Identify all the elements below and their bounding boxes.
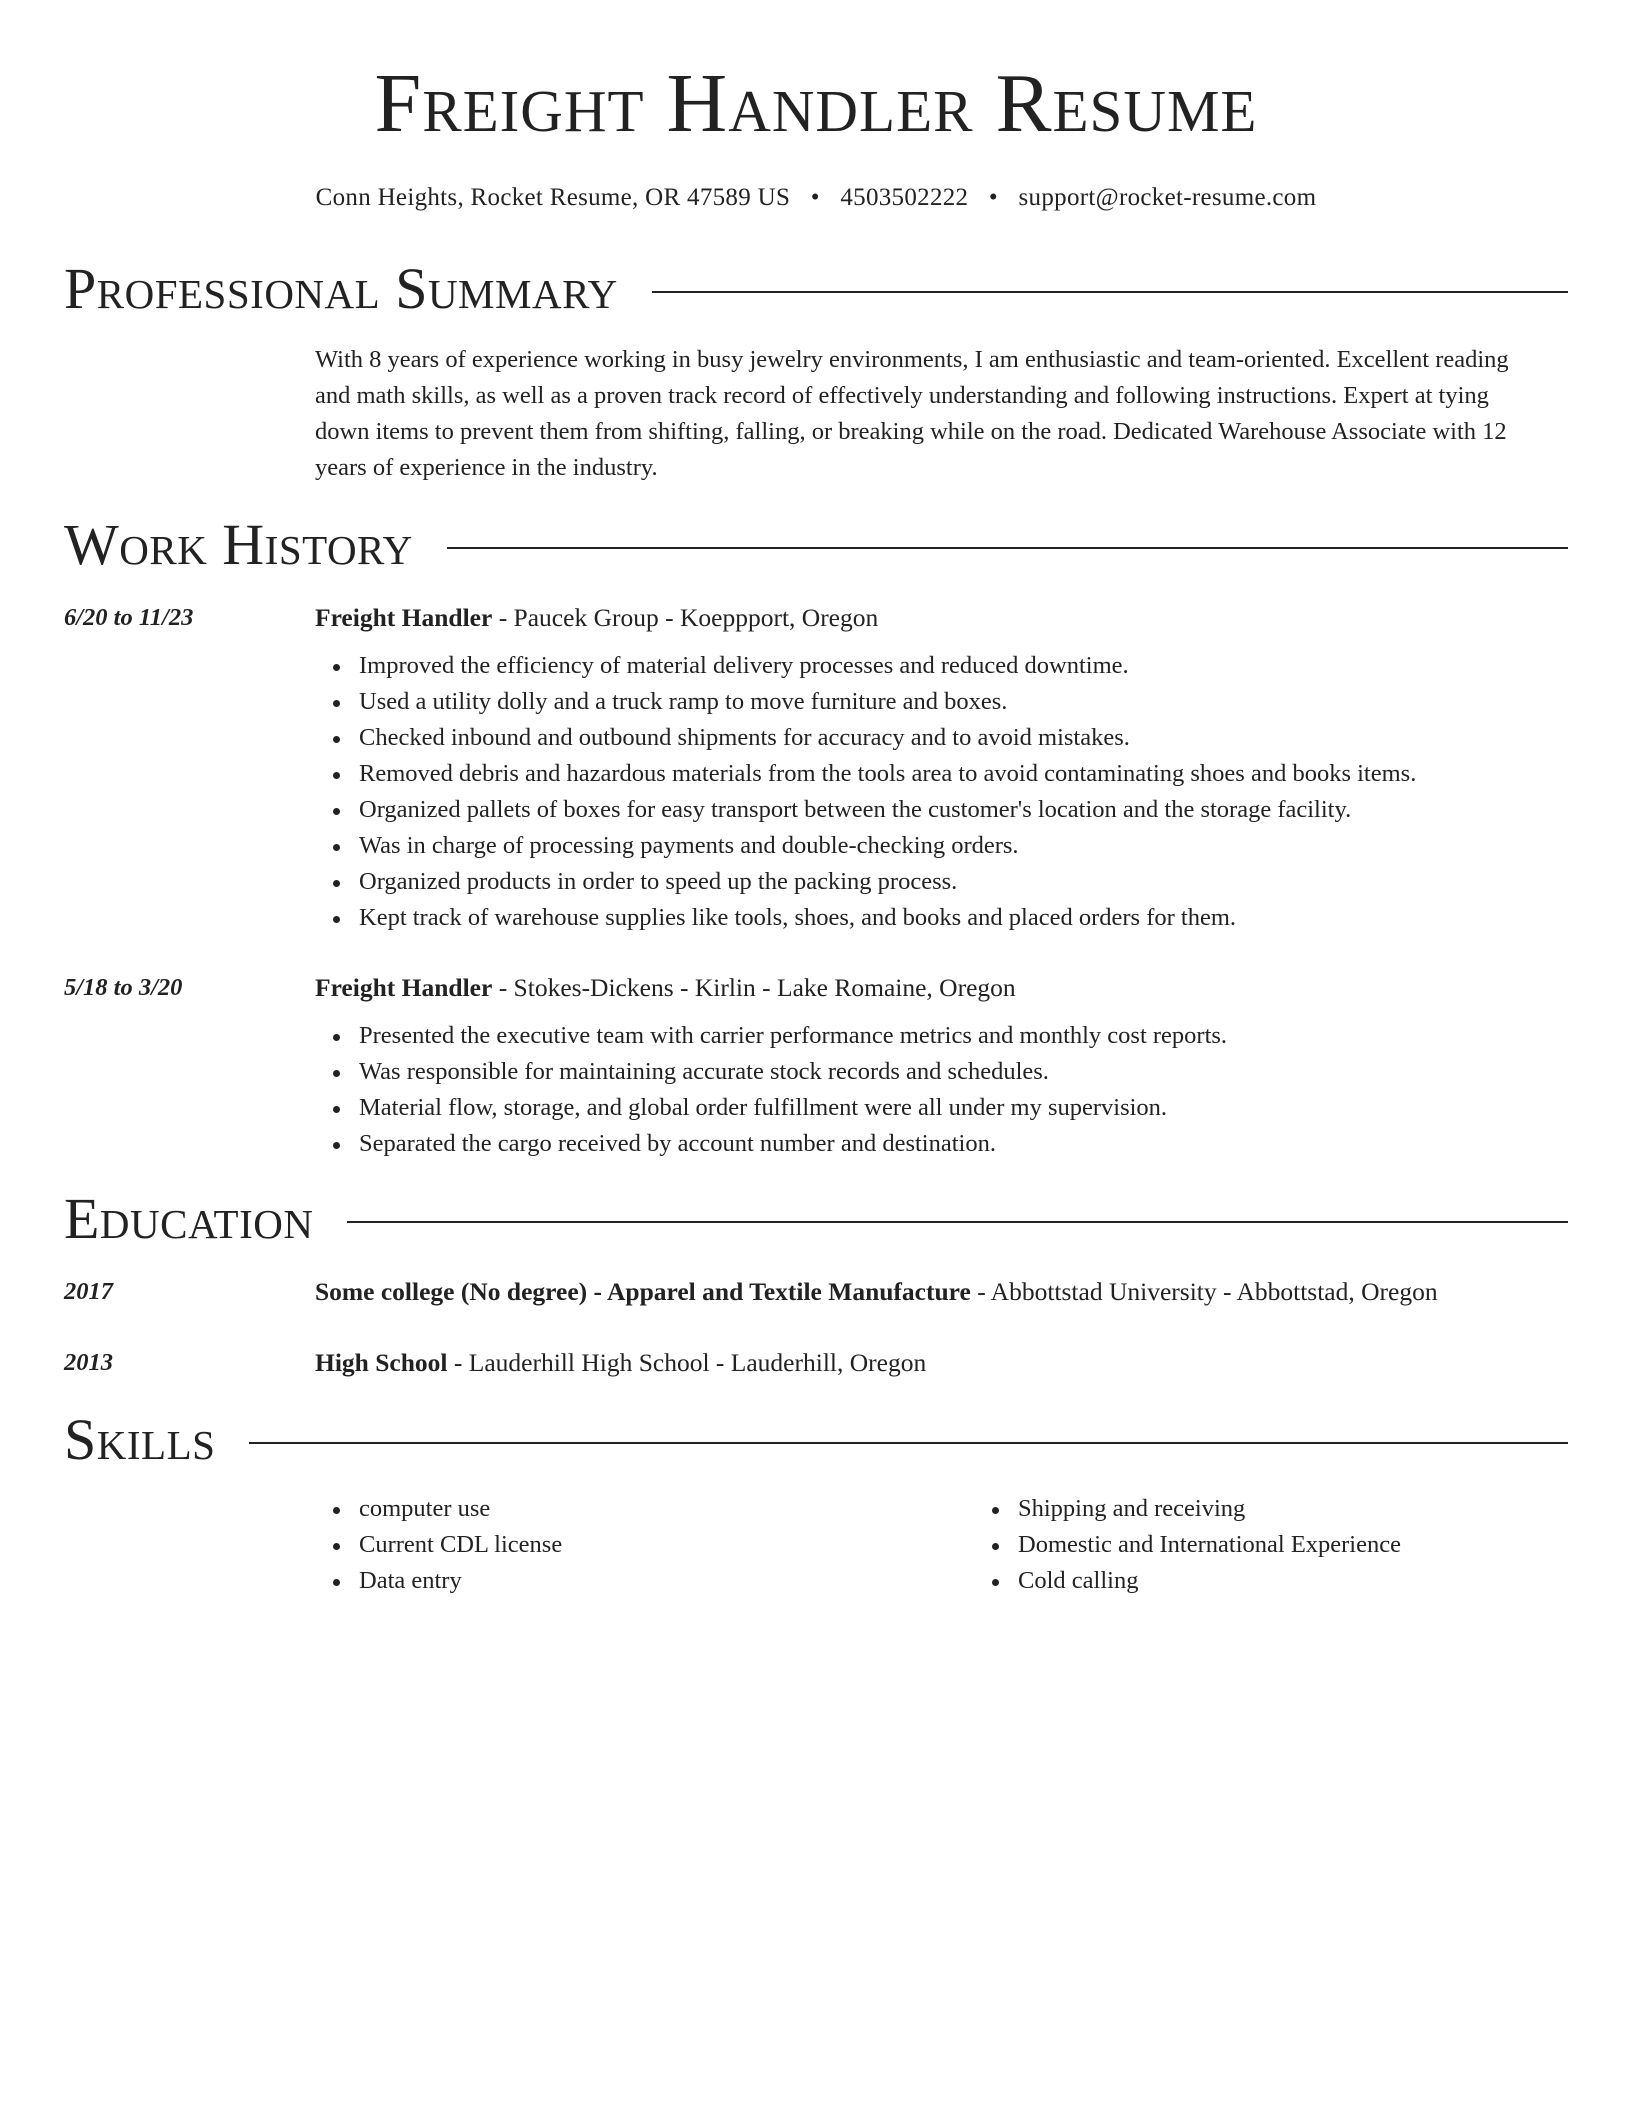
job-title: Freight Handler <box>315 973 493 1002</box>
job-details: - Stokes-Dickens - Kirlin - Lake Romaine, Oregon <box>492 973 1016 1002</box>
section-divider <box>249 1442 1568 1444</box>
job-bullets-spacer <box>64 1006 315 1162</box>
education-section-header <box>64 1186 1568 1251</box>
skills-columns <box>315 1491 1568 1599</box>
job-bullet: Organized products in order to speed up the packing process. <box>359 864 1568 900</box>
job-heading <box>315 970 1568 1006</box>
section-divider <box>447 547 1568 549</box>
education-year: 2013 <box>64 1349 113 1376</box>
work-section-header <box>64 512 1568 577</box>
skills-list-left <box>315 1491 974 1599</box>
skills-row <box>64 1491 1568 1599</box>
job-bullet: Was in charge of processing payments and double-checking orders. <box>359 828 1568 864</box>
job-bullets-row <box>64 636 1568 936</box>
skill-item: Data entry <box>359 1563 974 1599</box>
job-bullet: Was responsible for maintaining accurate stock records and schedules. <box>359 1054 1568 1090</box>
section-title-skills: Skills <box>64 1407 216 1472</box>
job-entry <box>64 970 1568 1162</box>
section-divider <box>652 291 1568 293</box>
job-bullets-col <box>315 636 1568 936</box>
summary-spacer <box>64 318 315 486</box>
section-title-work: Work History <box>64 512 413 577</box>
job-bullet: Checked inbound and outbound shipments for accuracy and to avoid mistakes. <box>359 720 1568 756</box>
education-degree: Some college (No degree) - Apparel and Textile Manufacture <box>315 1277 971 1306</box>
education-heading <box>315 1274 1568 1310</box>
contact-separator: • <box>988 184 998 211</box>
education-heading <box>315 1345 1568 1381</box>
job-entry <box>64 600 1568 936</box>
job-bullets-col <box>315 1006 1568 1162</box>
education-entry <box>64 1345 1568 1381</box>
education-degree: High School <box>315 1348 448 1377</box>
contact-email: support@rocket-resume.com <box>1018 184 1317 211</box>
job-bullet-list <box>315 1018 1568 1162</box>
skills-spacer <box>64 1491 315 1599</box>
skill-item: Cold calling <box>1018 1563 1568 1599</box>
skill-item: computer use <box>359 1491 974 1527</box>
job-bullet: Material flow, storage, and global order fulfillment were all under my supervision. <box>359 1090 1568 1126</box>
job-bullet: Presented the executive team with carrier performance metrics and monthly cost reports. <box>359 1018 1568 1054</box>
section-title-summary: Professional Summary <box>64 256 618 321</box>
job-bullet: Improved the efficiency of material delivery processes and reduced downtime. <box>359 648 1568 684</box>
job-header-row <box>64 600 1568 636</box>
job-bullet-list <box>315 648 1568 936</box>
education-details: - Lauderhill High School - Lauderhill, Oregon <box>447 1348 927 1377</box>
skill-item: Current CDL license <box>359 1527 974 1563</box>
job-dates: 5/18 to 3/20 <box>64 974 183 1001</box>
job-title: Freight Handler <box>315 603 493 632</box>
job-bullet: Separated the cargo received by account number and destination. <box>359 1126 1568 1162</box>
job-bullet: Kept track of warehouse supplies like tools, shoes, and books and placed orders for them. <box>359 900 1568 936</box>
summary-row <box>64 318 1568 486</box>
job-header-row <box>64 970 1568 1006</box>
education-year: 2017 <box>64 1278 113 1305</box>
job-bullets-row <box>64 1006 1568 1162</box>
job-dates: 6/20 to 11/23 <box>64 604 194 631</box>
summary-section-header <box>64 256 1568 321</box>
job-bullet: Used a utility dolly and a truck ramp to move furniture and boxes. <box>359 684 1568 720</box>
resume-title: Freight Handler Resume <box>374 57 1258 150</box>
skill-item: Domestic and International Experience <box>1018 1527 1568 1563</box>
section-title-education: Education <box>64 1186 314 1251</box>
contact-line <box>64 184 1568 212</box>
contact-address: Conn Heights, Rocket Resume, OR 47589 US <box>315 184 791 211</box>
section-divider <box>347 1221 1568 1223</box>
skills-list-right <box>974 1491 1568 1599</box>
job-bullet: Removed debris and hazardous materials from the tools area to avoid contaminating shoes and books items. <box>359 756 1568 792</box>
skill-item: Shipping and receiving <box>1018 1491 1568 1527</box>
education-entry <box>64 1274 1568 1310</box>
skills-section-header <box>64 1407 1568 1472</box>
contact-separator: • <box>810 184 820 211</box>
education-details: - Abbottstad University - Abbottstad, Oregon <box>970 1277 1438 1306</box>
contact-phone: 4503502222 <box>840 184 969 211</box>
job-bullet: Organized pallets of boxes for easy transport between the customer's location and the storage facility. <box>359 792 1568 828</box>
job-bullets-spacer <box>64 636 315 936</box>
job-heading <box>315 600 1568 636</box>
summary-text: With 8 years of experience working in busy jewelry environments, I am enthusiastic and team-oriented. Excellent reading and math skills, as well as a proven track record of effectively understanding and following instructions. Expert at tying down items to prevent them from shifting, falling, or breaking while on the road. Dedicated Warehouse Associate with 12 years of experience in the industry. <box>315 346 1509 481</box>
job-details: - Paucek Group - Koeppport, Oregon <box>492 603 879 632</box>
